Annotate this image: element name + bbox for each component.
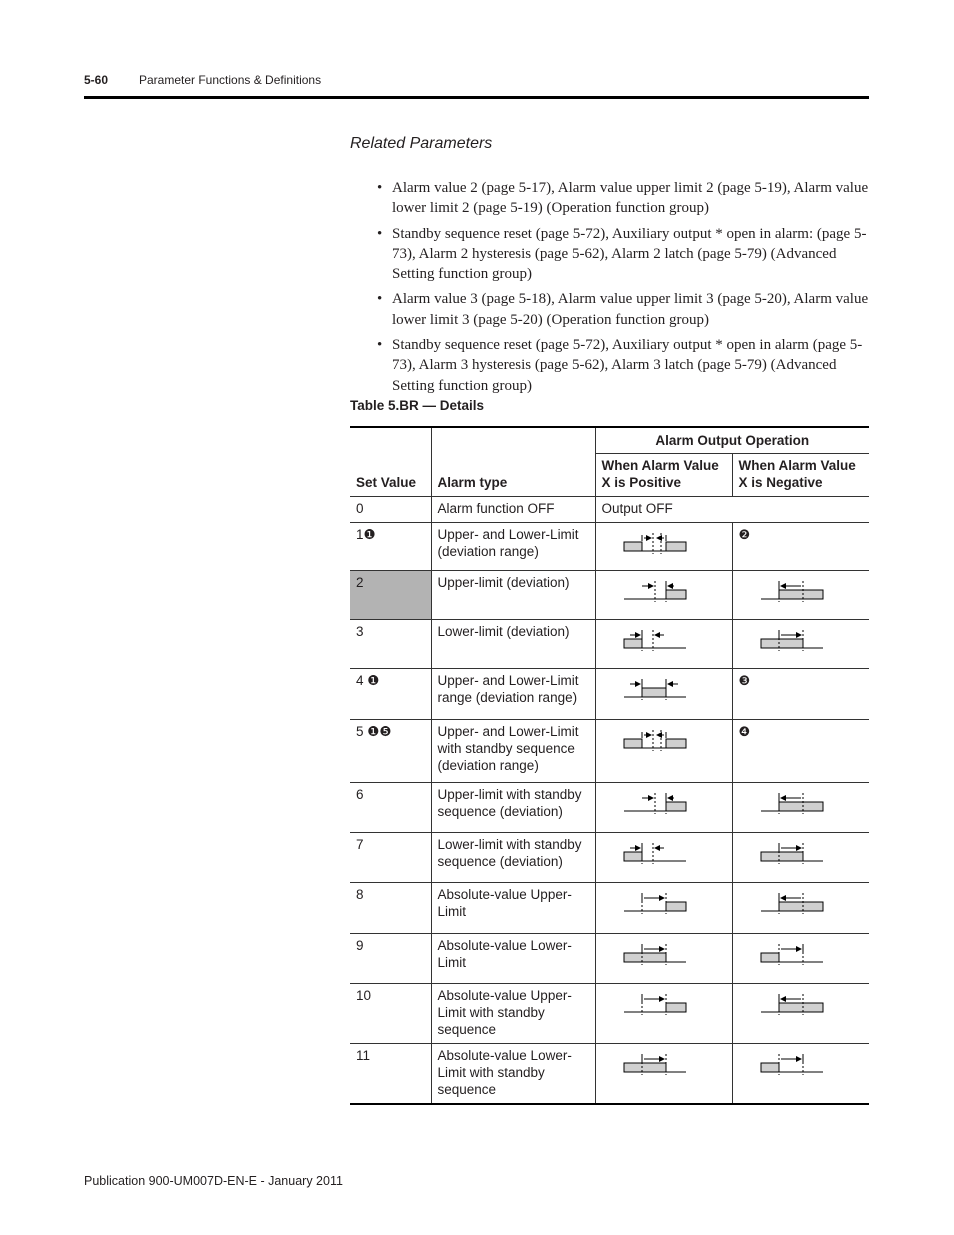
table-row <box>350 496 869 522</box>
table-row <box>350 619 869 668</box>
table-caption: Table 5.BR — Details <box>350 398 485 413</box>
set-value-cell: 3 <box>350 619 431 668</box>
col-header-positive: When Alarm Value X is Positive <box>595 453 732 496</box>
set-value-cell: 8 <box>350 882 431 933</box>
positive-diagram-cell <box>595 719 732 782</box>
alarm-type-cell: Upper-limit (deviation) <box>431 570 595 619</box>
section-title: Related Parameters <box>350 135 493 152</box>
table-row <box>350 668 869 719</box>
positive-diagram-cell <box>595 570 732 619</box>
list-item: • Standby sequence reset (page 5-72), Auxiliary output * open in alarm: (page 5-73), Alarm 2 hysteresis (page 5-62), Alarm 2 latch (page 5-79) (Advanced Setting function group) <box>377 225 867 283</box>
bullet-icon: • <box>377 180 383 196</box>
positive-diagram-cell <box>595 832 732 882</box>
set-value-cell: 6 <box>350 782 431 832</box>
note-symbol: ❷ <box>738 526 751 542</box>
note-symbol: ❸ <box>738 672 751 688</box>
list-item: • Alarm value 3 (page 5-18), Alarm value upper limit 3 (page 5-20), Alarm value lower limit 3 (page 5-20) (Operation function group) <box>377 291 869 328</box>
set-value-cell: 5 ❶❺ <box>350 719 431 782</box>
set-value-cell: 10 <box>350 983 431 1043</box>
alarm-diagram <box>622 1051 688 1079</box>
table-row <box>350 882 869 933</box>
alarm-type-cell: Upper- and Lower-Limit with standby sequence (deviation range) <box>431 719 595 782</box>
positive-diagram-cell <box>595 668 732 719</box>
alarm-diagram <box>622 890 688 918</box>
set-value-cell: 1❶ <box>350 522 431 570</box>
alarm-diagram <box>759 941 825 969</box>
negative-diagram-cell <box>732 668 869 719</box>
table-row <box>350 933 869 983</box>
header-rule <box>84 96 869 99</box>
col-header-negative: When Alarm Value X is Negative <box>732 453 869 496</box>
alarm-type-cell: Absolute-value Upper-Limit with standby sequence <box>431 983 595 1043</box>
alarm-type-cell: Lower-limit (deviation) <box>431 619 595 668</box>
negative-diagram-cell <box>732 719 869 782</box>
bullet-icon: • <box>377 291 383 308</box>
details-table <box>350 426 869 1105</box>
alarm-diagram <box>622 530 688 558</box>
bullet-icon: • <box>377 225 383 242</box>
table-row <box>350 983 869 1043</box>
positive-diagram-cell <box>595 983 732 1043</box>
col-header-operation: Alarm Output Operation <box>595 427 869 453</box>
negative-diagram-cell <box>732 882 869 933</box>
alarm-diagram <box>759 578 825 606</box>
alarm-diagram <box>622 941 688 969</box>
table-row <box>350 570 869 619</box>
negative-diagram-cell <box>732 570 869 619</box>
output-cell: Output OFF <box>595 496 869 522</box>
alarm-type-cell: Upper- and Lower-Limit (deviation range) <box>431 522 595 570</box>
table-row <box>350 522 869 570</box>
related-parameters-list <box>350 178 870 401</box>
negative-diagram-cell <box>732 933 869 983</box>
note-symbol: ❹ <box>738 723 751 739</box>
alarm-diagram <box>759 991 825 1019</box>
alarm-diagram <box>622 578 688 606</box>
table-row <box>350 782 869 832</box>
negative-diagram-cell <box>732 1043 869 1104</box>
alarm-diagram <box>759 890 825 918</box>
alarm-diagram <box>622 840 688 868</box>
alarm-type-cell: Upper- and Lower-Limit range (deviation range) <box>431 668 595 719</box>
alarm-type-cell: Absolute-value Upper-Limit <box>431 882 595 933</box>
positive-diagram-cell <box>595 522 732 570</box>
publication-footer: Publication 900-UM007D-EN-E - January 2011 <box>84 1174 343 1188</box>
negative-diagram-cell <box>732 782 869 832</box>
negative-diagram-cell <box>732 619 869 668</box>
alarm-type-cell: Absolute-value Lower-Limit with standby sequence <box>431 1043 595 1104</box>
negative-diagram-cell <box>732 983 869 1043</box>
negative-diagram-cell <box>732 832 869 882</box>
running-header-title: Parameter Functions & Definitions <box>139 73 322 87</box>
alarm-type-cell: Absolute-value Lower-Limit <box>431 933 595 983</box>
positive-diagram-cell <box>595 619 732 668</box>
alarm-diagram <box>622 790 688 818</box>
alarm-type-cell: Alarm function OFF <box>431 496 595 522</box>
col-header-alarm-type: Alarm type <box>431 427 595 496</box>
alarm-type-cell: Lower-limit with standby sequence (deviation) <box>431 832 595 882</box>
alarm-diagram <box>622 727 688 755</box>
alarm-diagram <box>622 676 688 704</box>
alarm-diagram <box>759 840 825 868</box>
set-value-cell: 4 ❶ <box>350 668 431 719</box>
positive-diagram-cell <box>595 1043 732 1104</box>
table-row <box>350 719 869 782</box>
positive-diagram-cell <box>595 882 732 933</box>
positive-diagram-cell <box>595 782 732 832</box>
set-value-cell: 7 <box>350 832 431 882</box>
table-row <box>350 1043 869 1104</box>
positive-diagram-cell <box>595 933 732 983</box>
list-item: • Standby sequence reset (page 5-72), Auxiliary output * open in alarm (page 5-73), Alarm 3 hysteresis (page 5-62), Alarm 3 latch (page 5-79) (Advanced Setting function group) <box>377 337 863 394</box>
set-value-cell: 0 <box>350 496 431 522</box>
alarm-diagram <box>759 790 825 818</box>
table-row <box>350 832 869 882</box>
col-header-set-value: Set Value <box>350 427 431 496</box>
set-value-cell: 11 <box>350 1043 431 1104</box>
alarm-type-cell: Upper-limit with standby sequence (deviation) <box>431 782 595 832</box>
negative-diagram-cell <box>732 522 869 570</box>
alarm-diagram <box>622 991 688 1019</box>
alarm-diagram <box>759 1051 825 1079</box>
list-item: • Alarm value 2 (page 5-17), Alarm value upper limit 2 (page 5-19), Alarm value lower limit 2 (page 5-19) (Operation function group) <box>377 180 869 217</box>
page-number: 5-60 <box>84 73 109 87</box>
alarm-diagram <box>622 627 688 655</box>
table-body <box>350 496 869 1104</box>
bullet-icon: • <box>377 337 383 354</box>
set-value-cell: 9 <box>350 933 431 983</box>
set-value-cell: 2 <box>350 570 431 619</box>
alarm-diagram <box>759 627 825 655</box>
